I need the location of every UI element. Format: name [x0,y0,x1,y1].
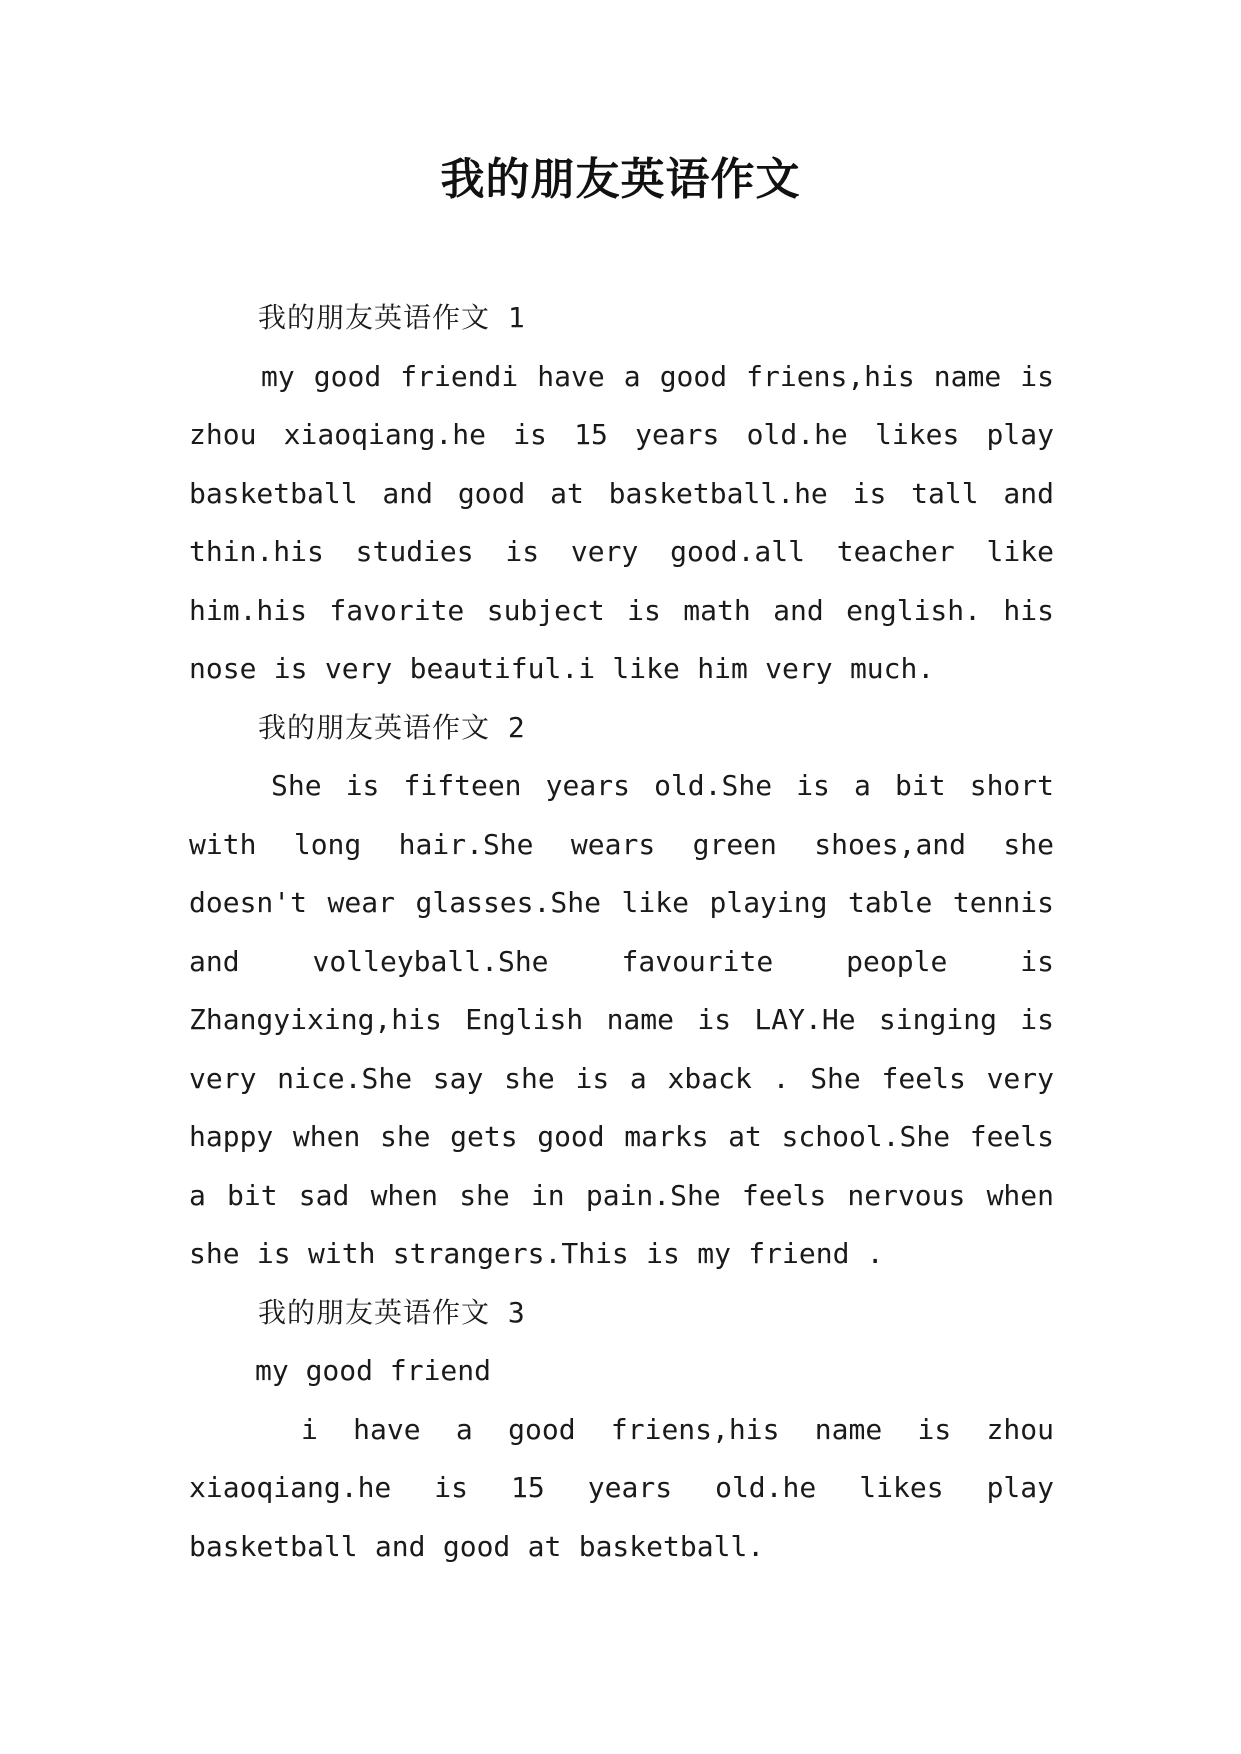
section-heading: 我的朋友英语作文 2 [258,710,526,744]
section-subheading: my good friend [255,1354,492,1387]
section-heading: 我的朋友英语作文 3 [258,1295,526,1329]
document-title: 我的朋友英语作文 [440,154,801,205]
document-body [189,289,1054,1576]
section-body: my good friendi have a good friens,his name is zhou xiaoqiang.he is 15 years old.he likes play basketball and good at basketball.he is tall and thin.his studies is very good.all teacher like him.his favorite subject is math and english. his nose is very beautiful.i like him very much. [189,359,1054,685]
essay-section-3 [189,1284,1054,1577]
section-heading: 我的朋友英语作文 1 [258,301,526,334]
essay-section-1 [189,289,1054,699]
section-body: She is fifteen years old.She is a bit short with long hair.She wears green shoes,and she doesn't wear glasses.She like playing table tennis and volleyball.She favourite people is Zhangyixing,his English name is LAY.He singing is very nice.She say she is a xback . She feels very happy when she gets good marks at school.She feels a bit sad when she in pain.She feels nervous when she is with strangers.This is my friend . [189,769,1054,1270]
section-body: i have a good friens,his name is zhou xiaoqiang.he is 15 years old.he likes play basketball and good at basketball. [189,1412,1054,1563]
essay-section-2 [189,699,1054,1284]
